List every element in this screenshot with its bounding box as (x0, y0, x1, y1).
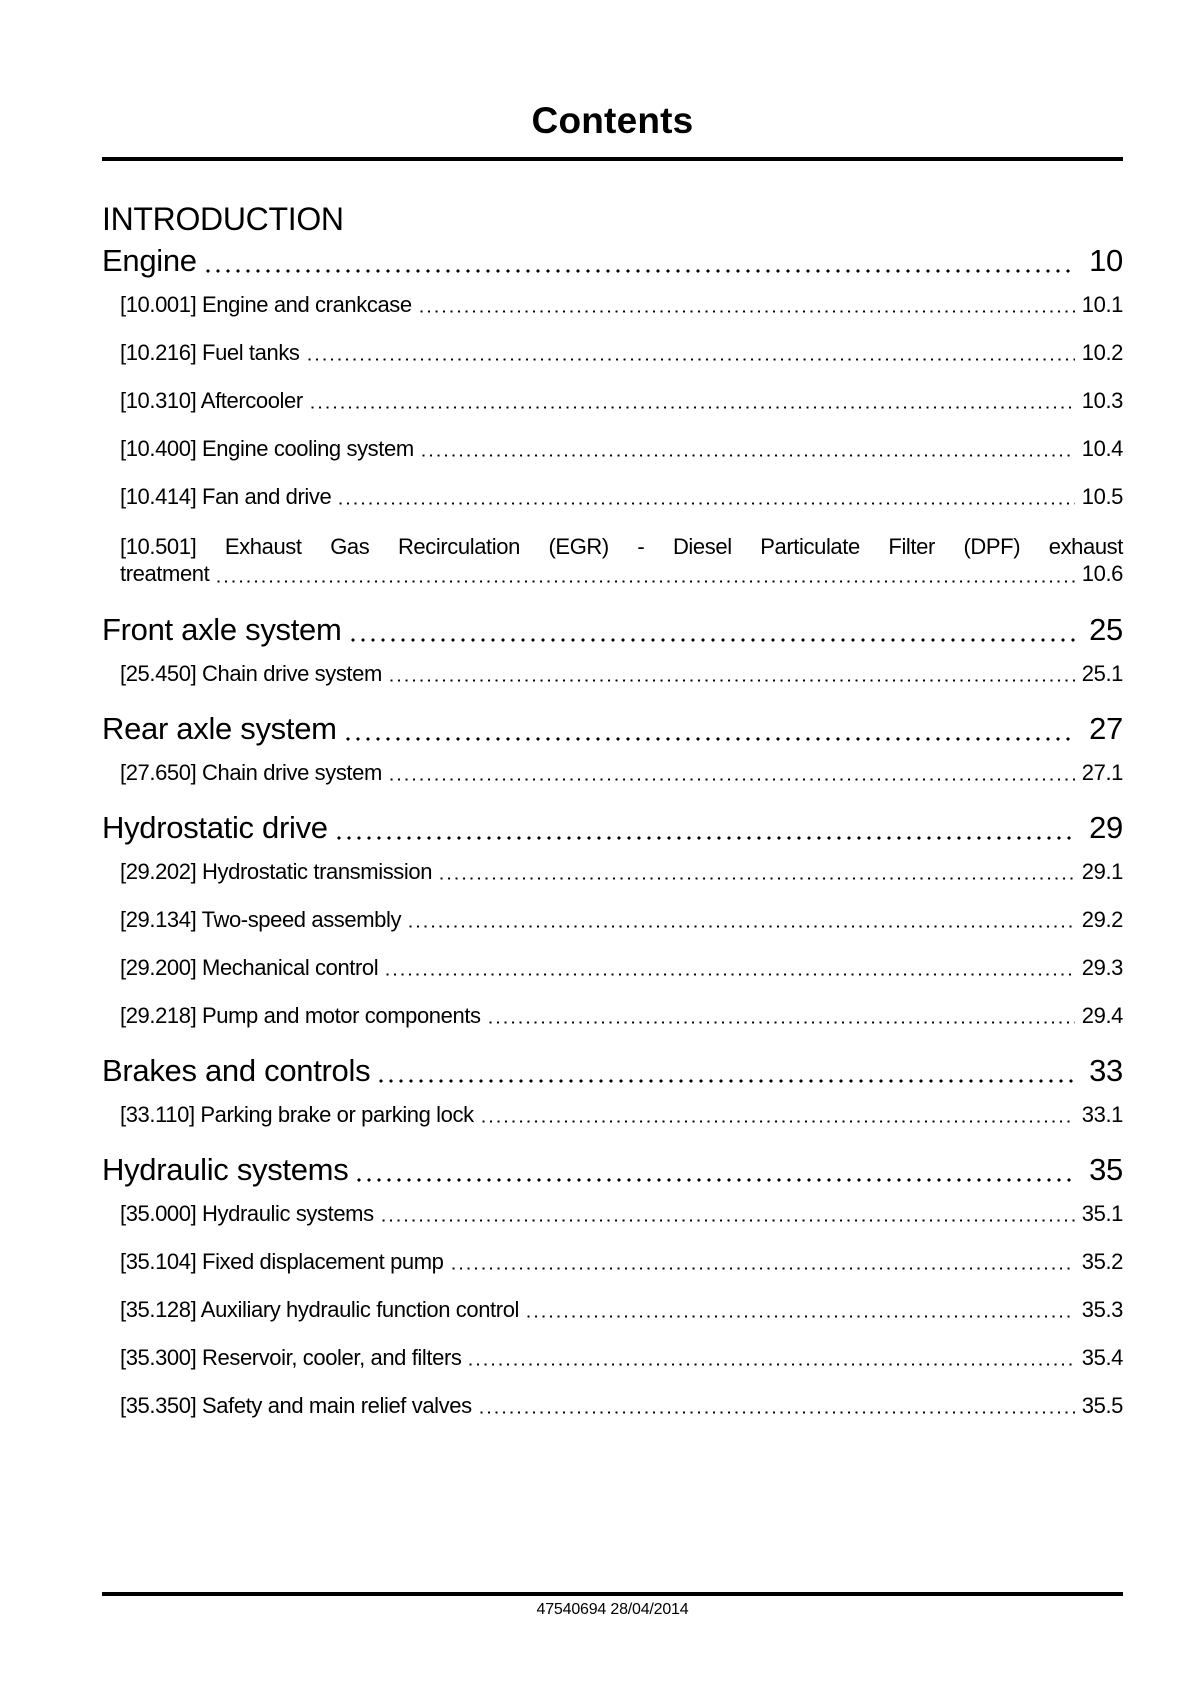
entry-label: [29.200] Mechanical control (120, 955, 379, 980)
toc-entry-row (120, 860, 1123, 884)
dot-leader (379, 1079, 1076, 1083)
entry-page-number: 29.2 (1081, 907, 1123, 932)
dot-leader (489, 1021, 1075, 1024)
toc-entry-row (120, 1103, 1123, 1127)
section-page-number: 10 (1089, 243, 1123, 278)
toc-entry-row (120, 1004, 1123, 1028)
entry-page-number: 35.1 (1081, 1201, 1123, 1226)
entry-label: [35.104] Fixed displacement pump (120, 1249, 444, 1274)
entry-label: [35.128] Auxiliary hydraulic function control (120, 1297, 520, 1322)
toc-section-row (102, 242, 1123, 280)
entry-label: [29.218] Pump and motor components (120, 1003, 481, 1028)
page-title: Contents (531, 100, 694, 141)
dot-leader (351, 638, 1077, 642)
section-title: Hydrostatic drive (102, 810, 328, 845)
entry-page-number: 10.5 (1081, 484, 1123, 509)
toc-entry-row (120, 1298, 1123, 1322)
introduction-heading: INTRODUCTION (102, 201, 344, 237)
toc-section-row (102, 1052, 1123, 1090)
entry-label: [10.414] Fan and drive (120, 484, 332, 509)
dot-leader (409, 925, 1075, 928)
entry-label: [27.650] Chain drive system (120, 760, 382, 785)
entry-label: [29.202] Hydrostatic transmission (120, 859, 433, 884)
dot-leader (482, 1120, 1075, 1123)
dot-leader (480, 1411, 1075, 1414)
section-page-number: 35 (1089, 1152, 1123, 1187)
dot-leader (390, 679, 1075, 682)
toc-entry-row (120, 533, 1123, 587)
toc-entry-row (120, 341, 1123, 365)
entry-page-number: 29.3 (1081, 955, 1123, 980)
entry-label: [25.450] Chain drive system (120, 661, 382, 686)
entry-page-number: 10.6 (1081, 561, 1123, 586)
section-title: Rear axle system (102, 711, 337, 746)
entry-label: [33.110] Parking brake or parking lock (120, 1102, 474, 1127)
dot-leader (440, 877, 1075, 880)
dot-leader (311, 406, 1075, 409)
section-title: Engine (102, 243, 197, 278)
section-title: Brakes and controls (102, 1053, 371, 1088)
entry-page-number: 35.3 (1081, 1297, 1123, 1322)
section-page-number: 27 (1089, 711, 1123, 746)
dot-leader (339, 502, 1074, 505)
dot-leader (452, 1267, 1075, 1270)
toc-section-row (102, 710, 1123, 748)
dot-leader (382, 1219, 1075, 1222)
toc-entry-row (120, 389, 1123, 413)
entry-page-number: 10.3 (1081, 388, 1123, 413)
title-divider (102, 157, 1123, 161)
dot-leader (390, 778, 1075, 781)
dot-leader (346, 737, 1076, 741)
toc-entry-row (120, 662, 1123, 686)
entry-page-number: 29.1 (1081, 859, 1123, 884)
entry-label: [10.400] Engine cooling system (120, 436, 414, 461)
toc-section-row (102, 611, 1123, 649)
toc-section-row (102, 1151, 1123, 1189)
dot-leader (357, 1178, 1076, 1182)
entry-label: [29.134] Two-speed assembly (120, 907, 402, 932)
entry-label-line2: treatment (120, 561, 210, 586)
entry-page-number: 35.5 (1081, 1393, 1123, 1418)
entry-label-continuation (120, 560, 1123, 587)
toc-entry-row (120, 1394, 1123, 1418)
section-page-number: 33 (1089, 1053, 1123, 1088)
dot-leader (422, 454, 1075, 457)
toc-entry-row (120, 761, 1123, 785)
toc-entry-row (120, 485, 1123, 509)
entry-label: [35.300] Reservoir, cooler, and filters (120, 1345, 462, 1370)
dot-leader (217, 580, 1074, 583)
entry-label: [35.350] Safety and main relief valves (120, 1393, 472, 1418)
entry-page-number: 29.4 (1081, 1003, 1123, 1028)
dot-leader (337, 836, 1076, 840)
entry-label: [10.310] Aftercooler (120, 388, 303, 413)
footer-document-number-date: 47540694 28/04/2014 (536, 1601, 689, 1618)
toc-section-row (102, 809, 1123, 847)
dot-leader (469, 1363, 1074, 1366)
footer-divider (102, 1592, 1123, 1596)
entry-page-number: 10.4 (1081, 436, 1123, 461)
dot-leader (420, 310, 1075, 313)
entry-label: [35.000] Hydraulic systems (120, 1201, 374, 1226)
entry-page-number: 35.4 (1081, 1345, 1123, 1370)
toc-entry-row (120, 437, 1123, 461)
dot-leader (308, 358, 1075, 361)
toc-entry-row (120, 956, 1123, 980)
section-title: Hydraulic systems (102, 1152, 349, 1187)
dot-leader (206, 269, 1076, 273)
entry-page-number: 10.2 (1081, 340, 1123, 365)
dot-leader (527, 1315, 1075, 1318)
toc-entry-row (120, 908, 1123, 932)
section-page-number: 29 (1089, 810, 1123, 845)
entry-label: [10.501] Exhaust Gas Recirculation (EGR) - Diesel Particulate Filter (DPF) exhaust (120, 534, 1123, 559)
entry-label: [10.216] Fuel tanks (120, 340, 300, 365)
toc-entry-row (120, 293, 1123, 317)
section-title: Front axle system (102, 612, 342, 647)
toc-entry-row (120, 1346, 1123, 1370)
toc-entry-row (120, 1202, 1123, 1226)
entry-page-number: 10.1 (1081, 292, 1123, 317)
toc-entry-row (120, 1250, 1123, 1274)
entry-page-number: 35.2 (1081, 1249, 1123, 1274)
section-page-number: 25 (1089, 612, 1123, 647)
entry-page-number: 25.1 (1081, 661, 1123, 686)
dot-leader (386, 973, 1075, 976)
entry-label: [10.001] Engine and crankcase (120, 292, 412, 317)
entry-page-number: 33.1 (1081, 1102, 1123, 1127)
entry-page-number: 27.1 (1081, 760, 1123, 785)
